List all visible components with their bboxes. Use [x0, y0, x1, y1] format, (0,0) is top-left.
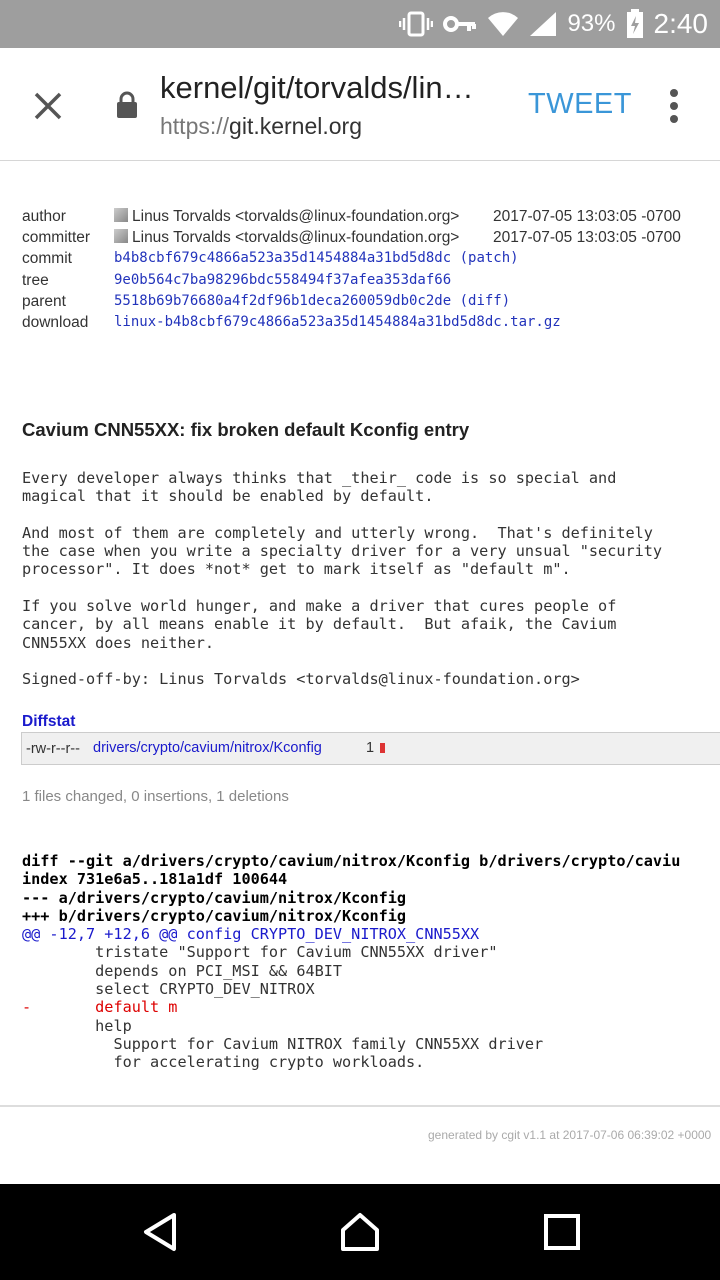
close-icon[interactable]	[28, 86, 68, 126]
hunk-header: @@ -12,7 +12,6 @@ config CRYPTO_DEV_NITROX_CNN55XX	[22, 925, 480, 944]
parent-value: 5518b69b76680a4f2df96b1deca260059db0c2de (diff)	[114, 292, 511, 309]
index-line: index 731e6a5..181a1df 100644	[22, 870, 288, 889]
back-icon[interactable]	[140, 1212, 180, 1252]
row-label: tree	[22, 271, 49, 289]
author-value	[114, 206, 459, 227]
diffstat-file-link[interactable]: drivers/crypto/cavium/nitrox/Kconfig	[93, 740, 322, 756]
removed-line: - default m	[22, 998, 178, 1017]
avatar	[114, 229, 128, 243]
commit-hash-link[interactable]: b4b8cbf679c4866a523a35d1454884a31bd5d8dc	[114, 250, 452, 267]
context-line: depends on PCI_MSI && 64BIT	[22, 961, 343, 980]
page-title[interactable]: kernel/git/torvalds/lin…	[160, 70, 474, 105]
old-file-link[interactable]: drivers/crypto/cavium/nitrox/Kconfig	[76, 888, 407, 907]
vibrate-icon	[399, 10, 433, 38]
navigation-bar	[0, 1184, 720, 1280]
row-label: parent	[22, 292, 66, 310]
more-options-icon[interactable]	[662, 86, 686, 126]
deletion-bar	[380, 743, 385, 753]
author-name: Linus Torvalds <torvalds@linux-foundation.org>	[132, 208, 460, 225]
context-line: for accelerating crypto workloads.	[22, 1053, 425, 1072]
diffstat-heading[interactable]: Diffstat	[22, 713, 76, 730]
diffstat-summary: 1 files changed, 0 insertions, 1 deletions	[22, 788, 289, 805]
row-label: author	[22, 208, 66, 225]
recent-apps-icon[interactable]	[542, 1212, 582, 1252]
diff-link[interactable]: diff	[468, 292, 502, 309]
footer-divider	[0, 1105, 720, 1107]
committer-value	[114, 227, 459, 248]
committer-date: 2017-07-05 13:03:05 -0700	[493, 229, 681, 247]
patch-link[interactable]: patch	[468, 250, 511, 267]
download-link[interactable]: linux-b4b8cbf679c4866a523a35d1454884a31bd5d8dc.tar.gz	[114, 313, 561, 330]
url-host: git.kernel.org	[229, 113, 363, 139]
signal-icon	[529, 11, 557, 37]
context-line: help	[22, 1016, 132, 1035]
diff-header: diff --git a/drivers/crypto/cavium/nitrox/Kconfig b/drivers/crypto/caviu	[22, 852, 681, 870]
commit-message: Every developer always thinks that _their_ code is so special and magical that it should be enabled by default. And most of them are completely and utterly wrong. That's definitely the case when you write a specialty driver for a very unsual "security processor". It does *not* get to mark itself as "default m". If you solve world hunger, and make a driver that cures people of cancer, by all means enable it by default. But afaik, the Cavium CNN55XX does neither. Signed-off-by: Linus Torvalds <torvalds@linux-foundation.org>	[22, 469, 663, 689]
new-file-link[interactable]: drivers/crypto/cavium/nitrox/Kconfig	[76, 906, 407, 925]
tweet-button[interactable]: TWEET	[528, 88, 632, 120]
status-bar	[0, 0, 720, 48]
row-label: commit	[22, 250, 72, 268]
vpn-key-icon	[443, 14, 477, 34]
url-display[interactable]	[160, 113, 362, 140]
avatar	[114, 208, 128, 222]
committer-name: Linus Torvalds <torvalds@linux-foundation.org>	[132, 229, 460, 247]
footer-text: generated by cgit v1.1 at 2017-07-06 06:39:02 +0000	[428, 1128, 712, 1142]
diff-view	[22, 852, 680, 1072]
clock: 2:40	[653, 8, 708, 39]
author-date: 2017-07-05 13:03:05 -0700	[493, 208, 681, 225]
file-mode: -rw-r--r--	[26, 741, 80, 757]
browser-toolbar	[0, 48, 720, 161]
commit-subject: Cavium CNN55XX: fix broken default Kconfig entry	[22, 419, 470, 440]
battery-level: 93%	[567, 10, 616, 37]
new-file-prefix: +++ b/	[22, 906, 77, 925]
diffstat-table	[21, 732, 720, 765]
old-file-prefix: --- a/	[22, 888, 77, 907]
battery-charging-icon	[626, 9, 644, 39]
change-count: 1	[366, 740, 375, 756]
tree-hash-link[interactable]: 9e0b564c7ba98296bdc558494f37afea353daf66	[114, 271, 452, 288]
commit-value: b4b8cbf679c4866a523a35d1454884a31bd5d8dc (patch)	[114, 250, 519, 267]
url-scheme: https://	[160, 113, 230, 139]
row-label: committer	[22, 229, 91, 247]
parent-hash-link[interactable]: 5518b69b76680a4f2df96b1deca260059db0c2de	[114, 292, 452, 309]
context-line: Support for Cavium NITROX family CNN55XX driver	[22, 1034, 544, 1053]
wifi-icon	[487, 11, 519, 37]
context-line: tristate "Support for Cavium CNN55XX driver"	[22, 943, 498, 962]
lock-icon[interactable]	[114, 90, 140, 125]
context-line: select CRYPTO_DEV_NITROX	[22, 980, 315, 999]
row-label: download	[22, 313, 89, 331]
home-icon[interactable]	[340, 1212, 380, 1252]
